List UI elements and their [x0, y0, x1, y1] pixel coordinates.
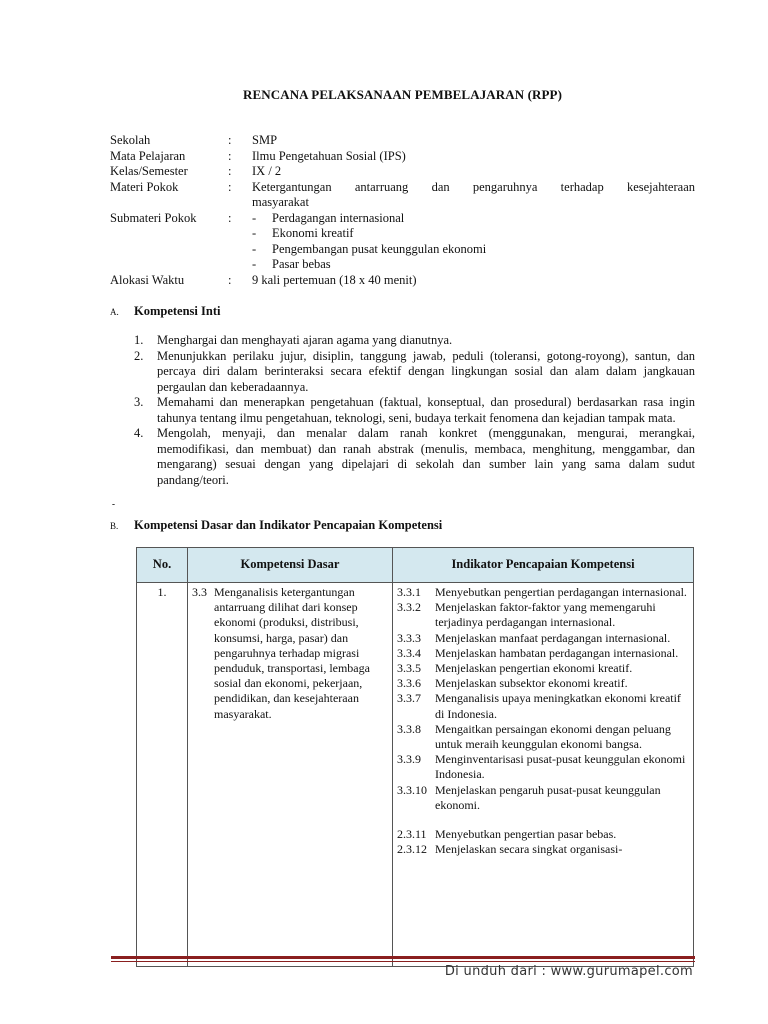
indicator-text: Menyebutkan pengertian perdagangan internasional. [435, 585, 687, 599]
kd-text: Menganalisis ketergantungan antarruang dilihat dari konsep ekonomi (produksi, distribusi, konsumsi, harga, pasar) dan pengaruhnya terhadap migrasi penduduk, transportasi, lembaga sosial dan ekonomi, pekerjaan, pendidikan, dan kesejahteraan masyarakat. [214, 585, 370, 721]
info-colon: : [228, 133, 232, 147]
info-label: Submateri Pokok [110, 210, 197, 225]
indicator-number: 3.3.2 [397, 600, 421, 615]
section-letter: B. [110, 521, 119, 531]
indicator-item [397, 752, 689, 782]
info-row-alokasi [110, 273, 695, 289]
indicator-text: Menjelaskan hambatan perdagangan internasional. [435, 645, 679, 660]
section-title: Kompetensi Dasar dan Indikator Pencapaian Kompetensi [134, 518, 443, 532]
info-colon: : [228, 179, 232, 194]
kompetensi-inti-list [134, 333, 695, 488]
indicator-number: 3.3.8 [397, 721, 421, 736]
info-label: Kelas/Semester [110, 164, 188, 178]
empty-bullet: - [112, 499, 115, 509]
info-value: IX / 2 [252, 164, 282, 178]
indicator-text: Menjelaskan subsektor ekonomi kreatif. [435, 676, 628, 691]
section-title: Kompetensi Inti [134, 304, 221, 318]
competency-table [136, 547, 694, 967]
list-text: Menunjukkan perilaku jujur, disiplin, tanggung jawab, peduli (toleransi, gotong-royong), santun, dan percaya diri dalam berinteraksi secara efektif dengan lingkungan sosial dan alam dalam jangkauan pergaulan dan keberadaannya. [157, 348, 695, 394]
indicator-number: 2.3.11 [397, 827, 427, 842]
indicator-item [397, 631, 689, 646]
table-row [137, 583, 694, 967]
indicator-item [397, 722, 689, 752]
submateri-text: Pengembangan pusat keunggulan ekonomi [272, 241, 487, 256]
list-item [134, 426, 695, 488]
list-text: Memahami dan menerapkan pengetahuan (faktual, konseptual, dan prosedural) berdasarkan rasa ingin tahunya tentang ilmu pengetahuan, teknologi, seni, budaya terkait fenomena dan kejadian tampak mata. [157, 395, 695, 425]
indicator-number: 3.3.6 [397, 676, 421, 691]
cell-no: 1. [137, 583, 188, 967]
submateri-item [252, 242, 695, 258]
indicator-item [397, 600, 689, 630]
info-label: Materi Pokok [110, 179, 179, 194]
table-header-row [137, 548, 694, 583]
submateri-text: Pasar bebas [272, 257, 331, 271]
info-colon: : [228, 164, 232, 178]
info-label: Alokasi Waktu [110, 272, 185, 287]
list-number: 3. [134, 395, 144, 409]
section-a-heading [110, 304, 220, 321]
info-row-submateri [110, 211, 695, 273]
info-row-materi [110, 180, 695, 211]
footer-divider [111, 956, 695, 962]
section-letter: A. [110, 307, 119, 317]
list-number: 2. [134, 348, 144, 363]
indicator-item [397, 661, 689, 676]
indicator-number: 3.3.3 [397, 630, 421, 645]
indicator-item [397, 585, 689, 600]
header-kompetensi-dasar: Kompetensi Dasar [188, 548, 393, 583]
header-indikator: Indikator Pencapaian Kompetensi [393, 548, 694, 583]
info-label: Mata Pelajaran [110, 148, 186, 163]
submateri-text: Perdagangan internasional [272, 210, 405, 225]
dash: - [252, 257, 257, 271]
indicator-item [397, 783, 689, 813]
indicator-text: Mengaitkan persaingan ekonomi dengan peluang untuk meraih keunggulan ekonomi bangsa. [435, 721, 671, 752]
document-title: RENCANA PELAKSANAAN PEMBELAJARAN (RPP) [242, 87, 563, 102]
list-number: 4. [134, 426, 144, 440]
dash: - [252, 210, 257, 225]
indicator-number: 3.3.5 [397, 661, 421, 676]
indicator-item [397, 646, 689, 661]
indicator-number: 3.3.4 [397, 645, 421, 660]
list-item [134, 395, 695, 426]
kd-entry [192, 585, 388, 722]
indicator-item [397, 827, 689, 842]
submateri-list [252, 211, 695, 273]
info-value-materi [252, 180, 695, 211]
cell-kompetensi-dasar [188, 583, 393, 967]
kd-number: 3.3 [192, 585, 207, 599]
info-row-sekolah [110, 133, 695, 149]
info-row-mapel [110, 149, 695, 165]
submateri-item [252, 226, 695, 242]
header-no: No. [137, 548, 188, 583]
indicator-text: Menjelaskan pengaruh pusat-pusat keunggulan ekonomi. [435, 782, 661, 812]
indicator-text: Menjelaskan pengertian ekonomi kreatif. [435, 661, 633, 676]
submateri-text: Ekonomi kreatif [272, 226, 354, 240]
indicator-number: 3.3.1 [397, 585, 421, 599]
list-item [134, 349, 695, 396]
materi-line-2: masyarakat [252, 195, 309, 209]
info-value: SMP [252, 133, 278, 147]
info-colon: : [228, 148, 232, 163]
indicator-number: 3.3.10 [397, 782, 427, 797]
list-number: 1. [134, 333, 144, 347]
indicator-item [397, 676, 689, 691]
indicator-item [397, 842, 689, 857]
indicator-text: Menjelaskan faktor-faktor yang memengaruhi terjadinya perdagangan internasional. [435, 600, 656, 630]
section-b-heading [110, 518, 442, 535]
dash: - [252, 241, 257, 256]
info-label: Sekolah [110, 133, 151, 147]
indicator-number: 3.3.7 [397, 691, 421, 706]
indicator-number: 3.3.9 [397, 752, 421, 767]
indicator-text: Menyebutkan pengertian pasar bebas. [435, 827, 617, 842]
submateri-item [252, 257, 695, 273]
list-item [134, 333, 695, 349]
list-text: Mengolah, menyaji, dan menalar dalam ranah konkret (menggunakan, mengurai, merangkai, memodifikasi, dan membuat) dan ranah abstrak (menulis, membaca, menghitung, menggambar, dan mengarang) sesuai dengan yang dipelajari di sekolah dan sumber lain yang sama dalam sudut pandang/teori. [157, 426, 695, 487]
indicator-number: 2.3.12 [397, 842, 427, 857]
info-colon: : [228, 210, 232, 225]
indicator-text: Menginventarisasi pusat-pusat keunggulan ekonomi Indonesia. [435, 752, 686, 782]
info-value: 9 kali pertemuan (18 x 40 menit) [252, 272, 417, 287]
indicator-item [397, 691, 689, 721]
info-colon: : [228, 272, 232, 287]
identity-block [110, 133, 695, 288]
submateri-item [252, 211, 695, 227]
list-text: Menghargai dan menghayati ajaran agama yang dianutnya. [157, 333, 453, 347]
dash: - [252, 226, 257, 240]
info-row-kelas [110, 164, 695, 180]
materi-line-1: Ketergantungan antarruang dan pengaruhnya terhadap kesejahteraan [252, 179, 695, 194]
footer-source-text: Di unduh dari : www.gurumapel.com [444, 964, 693, 979]
info-value: Ilmu Pengetahuan Sosial (IPS) [252, 148, 406, 163]
indicator-text: Menganalisis upaya meningkatkan ekonomi kreatif di Indonesia. [435, 691, 681, 721]
indicator-text: Menjelaskan secara singkat organisasi- [435, 842, 623, 857]
indicator-text: Menjelaskan manfaat perdagangan internasional. [435, 630, 671, 645]
cell-indikator [393, 583, 694, 967]
